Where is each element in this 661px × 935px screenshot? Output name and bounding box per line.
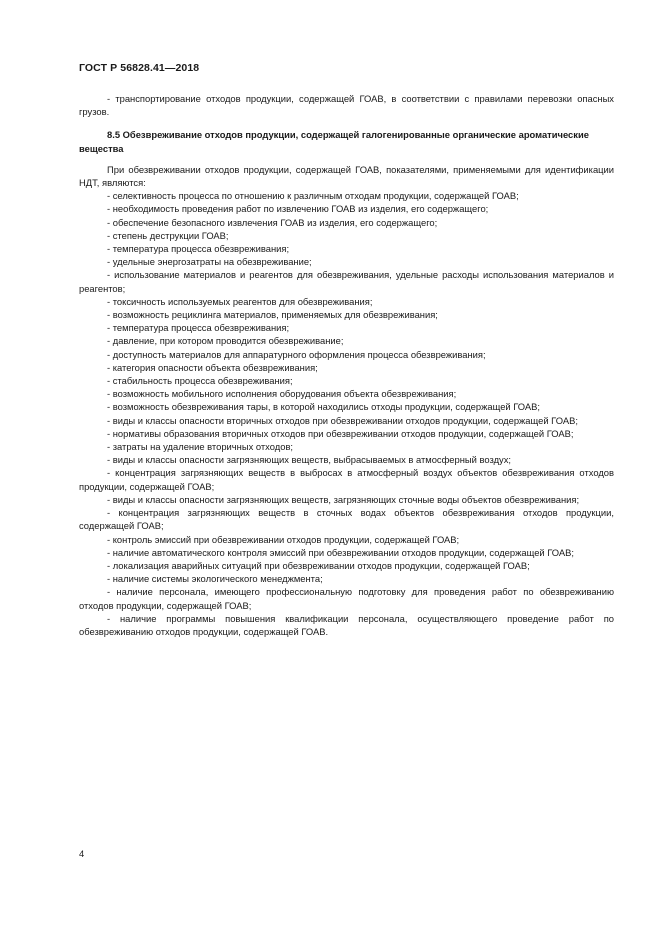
indicator-list-item: - температура процесса обезвреживания; bbox=[107, 243, 290, 255]
indicator-list-item: - наличие автоматического контроля эмиссий при обезвреживании отходов продукции, содержащей ГОАВ; bbox=[107, 546, 574, 558]
indicator-list-item: - использование материалов и реагентов для обезвреживания, удельные расходы использования материалов и реагентов; bbox=[79, 269, 614, 294]
indicator-list-item: - необходимость проведения работ по извлечению ГОАВ из изделия, его содержащего; bbox=[107, 203, 489, 215]
indicator-list-item: - контроль эмиссий при обезвреживании отходов продукции, содержащей ГОАВ; bbox=[107, 533, 460, 545]
indicator-list-item: - стабильность процесса обезвреживания; bbox=[107, 375, 293, 387]
indicator-list-item: - наличие программы повышения квалификации персонала, осуществляющего проведение работ по обезвреживанию отходов продукции, содержащей ГОАВ. bbox=[79, 612, 614, 637]
indicator-list-item: - наличие системы экологического менеджмента; bbox=[107, 573, 323, 585]
indicator-list-item: - виды и классы опасности загрязняющих веществ, загрязняющих сточные воды объектов обезвреживания; bbox=[107, 493, 580, 505]
indicator-list-item: - возможность рециклинга материалов, применяемых для обезвреживания; bbox=[107, 309, 438, 321]
indicator-list-item: - давление, при котором проводится обезвреживание; bbox=[107, 335, 344, 347]
section-heading: 8.5 Обезвреживание отходов продукции, содержащей галогенированные органические ароматические вещества bbox=[79, 129, 589, 154]
section-lead: При обезвреживании отходов продукции, содержащей ГОАВ, показателями, применяемыми для идентификации НДТ, являются: bbox=[79, 163, 614, 189]
indicator-list-item: - степень деструкции ГОАВ; bbox=[107, 229, 229, 241]
indicator-list-item: - концентрация загрязняющих веществ в выбросах в атмосферный воздух объектов обезвреживания отходов продукции, содержащей ГОАВ; bbox=[79, 467, 614, 492]
indicator-list-item: - токсичность используемых реагентов для обезвреживания; bbox=[107, 295, 373, 307]
indicator-list-item: - обеспечение безопасного извлечения ГОАВ из изделия, его содержащего; bbox=[107, 216, 438, 228]
page-number: 4 bbox=[79, 848, 85, 859]
indicator-list bbox=[79, 189, 614, 638]
document-body bbox=[79, 92, 614, 638]
indicator-list-item: - удельные энергозатраты на обезвреживание; bbox=[107, 256, 312, 268]
document-header: ГОСТ Р 56828.41—2018 bbox=[79, 62, 200, 74]
indicator-list-item: - селективность процесса по отношению к различным отходам продукции, содержащей ГОАВ; bbox=[107, 190, 519, 202]
indicator-list-item: - возможность обезвреживания тары, в которой находились отходы продукции, содержащей ГОАВ; bbox=[107, 401, 540, 413]
indicator-list-item: - категория опасности объекта обезвреживания; bbox=[107, 361, 318, 373]
indicator-list-item: - температура процесса обезвреживания; bbox=[107, 322, 290, 334]
indicator-list-item: - виды и классы опасности вторичных отходов при обезвреживании отходов продукции, содержащей ГОАВ; bbox=[107, 414, 578, 426]
indicator-list-item: - локализация аварийных ситуаций при обезвреживании отходов продукции, содержащей ГОАВ; bbox=[107, 559, 530, 571]
indicator-list-item: - концентрация загрязняющих веществ в сточных водах объектов обезвреживания отходов продукции, содержащей ГОАВ; bbox=[79, 507, 614, 532]
indicator-list-item: - возможность мобильного исполнения оборудования объекта обезвреживания; bbox=[107, 388, 457, 400]
indicator-list-item: - доступность материалов для аппаратурного оформления процесса обезвреживания; bbox=[107, 348, 486, 360]
indicator-list-item: - затраты на удаление вторичных отходов; bbox=[107, 441, 294, 453]
intro-list-item: - транспортирование отходов продукции, содержащей ГОАВ, в соответствии с правилами перевозки опасных грузов. bbox=[79, 93, 614, 118]
indicator-list-item: - наличие персонала, имеющего профессиональную подготовку для проведения работ по обезвреживанию отходов продукции, содержащей ГОАВ; bbox=[79, 586, 614, 611]
indicator-list-item: - виды и классы опасности загрязняющих веществ, выбрасываемых в атмосферный воздух; bbox=[107, 454, 512, 466]
indicator-list-item: - нормативы образования вторичных отходов при обезвреживании отходов продукции, содержащей ГОАВ; bbox=[107, 427, 574, 439]
